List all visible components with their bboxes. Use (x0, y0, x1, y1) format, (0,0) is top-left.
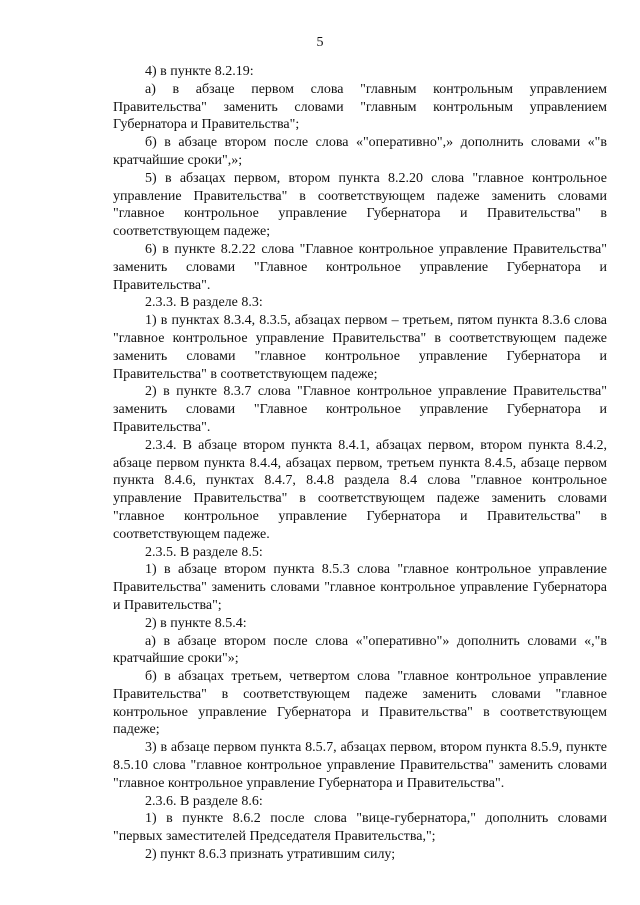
paragraph: 5) в абзацах первом, втором пункта 8.2.20 слова "главное контрольное управление Правительства" в соответствующем падеже заменить словами "главное контрольное управление Губернатора и Правительства" в соответствующем падеже; (113, 170, 607, 240)
paragraph: 1) в абзаце втором пункта 8.5.3 слова "главное контрольное управление Правительства" заменить словами "главное контрольное управление Губернатора и Правительства"; (113, 562, 607, 613)
paragraph: б) в абзаце втором после слова «"оперативно",» дополнить словами «"в кратчайшие сроки",»; (113, 135, 607, 168)
paragraph: а) в абзаце втором после слова «"оперативно"» дополнить словами «,"в кратчайшие сроки"»; (113, 633, 607, 667)
paragraph: 4) в пункте 8.2.19: (145, 64, 254, 79)
paragraph: 2) пункт 8.6.3 признать утратившим силу; (145, 847, 396, 863)
paragraph: 2.3.4. В абзаце втором пункта 8.4.1, абзацах первом, втором пункта 8.4.2, абзаце первом пункта 8.4.4, абзацах первом, третьем пункта 8.4.5, абзаце первом пункта 8.4.6, пунктах 8.4.7, 8.4.8 раздела 8.4 слова "главное контрольное управление Правительства" в соответствующем падеже заменить словами "главное контрольное управление Губернатора и Правительства" в соответствующем падеже. (113, 437, 607, 542)
paragraph: а) в абзаце первом слова "главным контрольным управлением Правительства" заменить словами "главным контрольным управлением Губернатора и Правительства"; (113, 81, 607, 133)
paragraph: 2.3.5. В разделе 8.5: (145, 544, 263, 560)
page-number: 5 (316, 35, 324, 50)
paragraph: 2.3.3. В разделе 8.3: (145, 295, 263, 311)
paragraph: 3) в абзаце первом пункта 8.5.7, абзацах первом, втором пункта 8.5.9, пункте 8.5.10 слова "главное контрольное управление Правительства" заменить словами "главное контрольное управление Губернатора и Правительства". (113, 740, 607, 791)
paragraph: 1) в пункте 8.6.2 после слова "вице-губернатора," дополнить словами "первых заместителей Председателя Правительства,"; (113, 811, 607, 845)
paragraph: б) в абзацах третьем, четвертом слова "главное контрольное управление Правительства" в соответствующем падеже заменить словами "главное контрольное управление Губернатора и Правительства" в соответствующем падеже; (113, 669, 607, 738)
paragraph: 2) в пункте 8.3.7 слова "Главное контрольное управление Правительства" заменить словами "Главное контрольное управление Губернатора и Правительства". (113, 384, 607, 435)
paragraph: 1) в пунктах 8.3.4, 8.3.5, абзацах первом – третьем, пятом пункта 8.3.6 слова "главное контрольное управление Правительства" в соответствующем падеже заменить словами "главное контрольное управление Губернатора и Правительства" в соответствующем падеже; (113, 313, 607, 382)
document-body (113, 63, 607, 864)
paragraph: 6) в пункте 8.2.22 слова "Главное контрольное управление Правительства" заменить словами "Главное контрольное управление Губернатора и Правительства". (113, 241, 607, 293)
paragraph: 2.3.6. В разделе 8.6: (145, 793, 263, 809)
paragraph: 2) в пункте 8.5.4: (145, 615, 247, 631)
